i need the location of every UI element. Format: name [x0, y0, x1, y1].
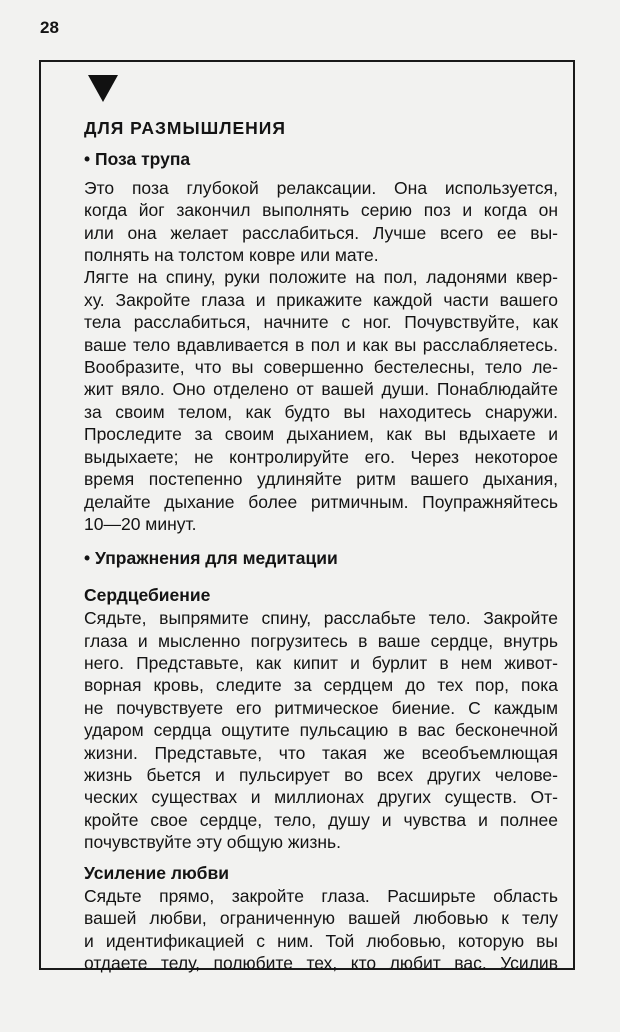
text-line: жит вяло. Оно отделено от вашей души. Понаблюдайте: [84, 379, 558, 400]
text-line: ворная кровь, следите за сердцем до тех пор, пока: [84, 675, 558, 696]
text-line: делайте дыхание более ритмичным. Поупражняйтесь: [84, 491, 558, 512]
text-line: ударом сердца ощутите пульсацию в вас бесконечной: [84, 720, 558, 741]
text-line: и идентификацией с ним. Той любовью, которую вы: [84, 930, 558, 951]
pose-heading: • Поза трупа: [84, 149, 191, 170]
meditation-heading: • Упражнения для медитации: [84, 548, 338, 569]
text-line: полнять на толстом ковре или мате.: [84, 245, 379, 266]
text-line: почувствуйте эту общую жизнь.: [84, 832, 342, 853]
heartbeat-title: Сердцебиение: [84, 584, 211, 605]
text-line: выдыхаете; не контролируйте его. Через некоторое: [84, 446, 558, 467]
text-line: жизнь бьется и пульсирует во всех других челове-: [84, 764, 558, 785]
text-line: Сядьте, выпрямите спину, расслабьте тело. Закройте: [84, 608, 558, 629]
text-line: Проследите за своим дыханием, как вы вдыхаете и: [84, 424, 558, 445]
text-line: 10—20 минут.: [84, 513, 197, 534]
box-content: [84, 117, 558, 975]
text-line: глаза и мысленно погрузитесь в ваше сердце, внутрь: [84, 630, 558, 651]
text-line: ху. Закройте глаза и прикажите каждой части вашего: [84, 289, 558, 310]
text-line: жизни. Представьте, что такая же всеобъемлющая: [84, 742, 558, 763]
text-line: не почувствуете его ритмическое биение. С каждым: [84, 697, 558, 718]
text-line: Это поза глубокой релаксации. Она используется,: [84, 177, 558, 198]
text-line: когда йог закончил выполнять серию поз и когда он: [84, 200, 558, 221]
love-title: Усиление любви: [84, 862, 229, 883]
text-line: Вообразите, что вы совершенно бестелесны, тело ле-: [84, 357, 558, 378]
triangle-marker-icon: [88, 75, 118, 102]
text-line: Сядьте прямо, закройте глаза. Расширьте область: [84, 886, 558, 906]
sidebar-box: [39, 60, 575, 974]
text-line: отдаете телу, полюбите тех, кто любит вас. Усилив: [84, 953, 558, 974]
text-line: кройте свое сердце, тело, душу и чувства и полнее: [84, 809, 558, 830]
heartbeat-paragraph: [84, 607, 558, 853]
love-paragraph: [84, 885, 558, 975]
text-line: вашей любви, ограниченную вашей любовью к телу: [84, 908, 558, 929]
text-line: за своим телом, как будто вы находитесь снаружи.: [84, 401, 558, 422]
text-line: ческих существах и миллионах других существ. От-: [84, 787, 558, 808]
pose-paragraph-1: [84, 177, 558, 267]
text-line: время постепенно удлиняйте ритм вашего дыхания,: [84, 469, 558, 490]
section-title: ДЛЯ РАЗМЫШЛЕНИЯ: [84, 118, 286, 138]
text-line: или она желает расслабиться. Лучше всего ее вы-: [84, 222, 558, 243]
text-line: него. Представьте, как кипит и бурлит в нем живот-: [84, 652, 558, 673]
page-number: 28: [40, 18, 59, 37]
text-line: Лягте на спину, руки положите на пол, ладонями квер-: [84, 267, 558, 288]
pose-paragraph-2: [84, 266, 558, 535]
text-line: тела расслабиться, начните с ног. Почувствуйте, как: [84, 312, 558, 333]
text-line: ваше тело вдавливается в пол и как вы расслабляетесь.: [84, 334, 558, 355]
